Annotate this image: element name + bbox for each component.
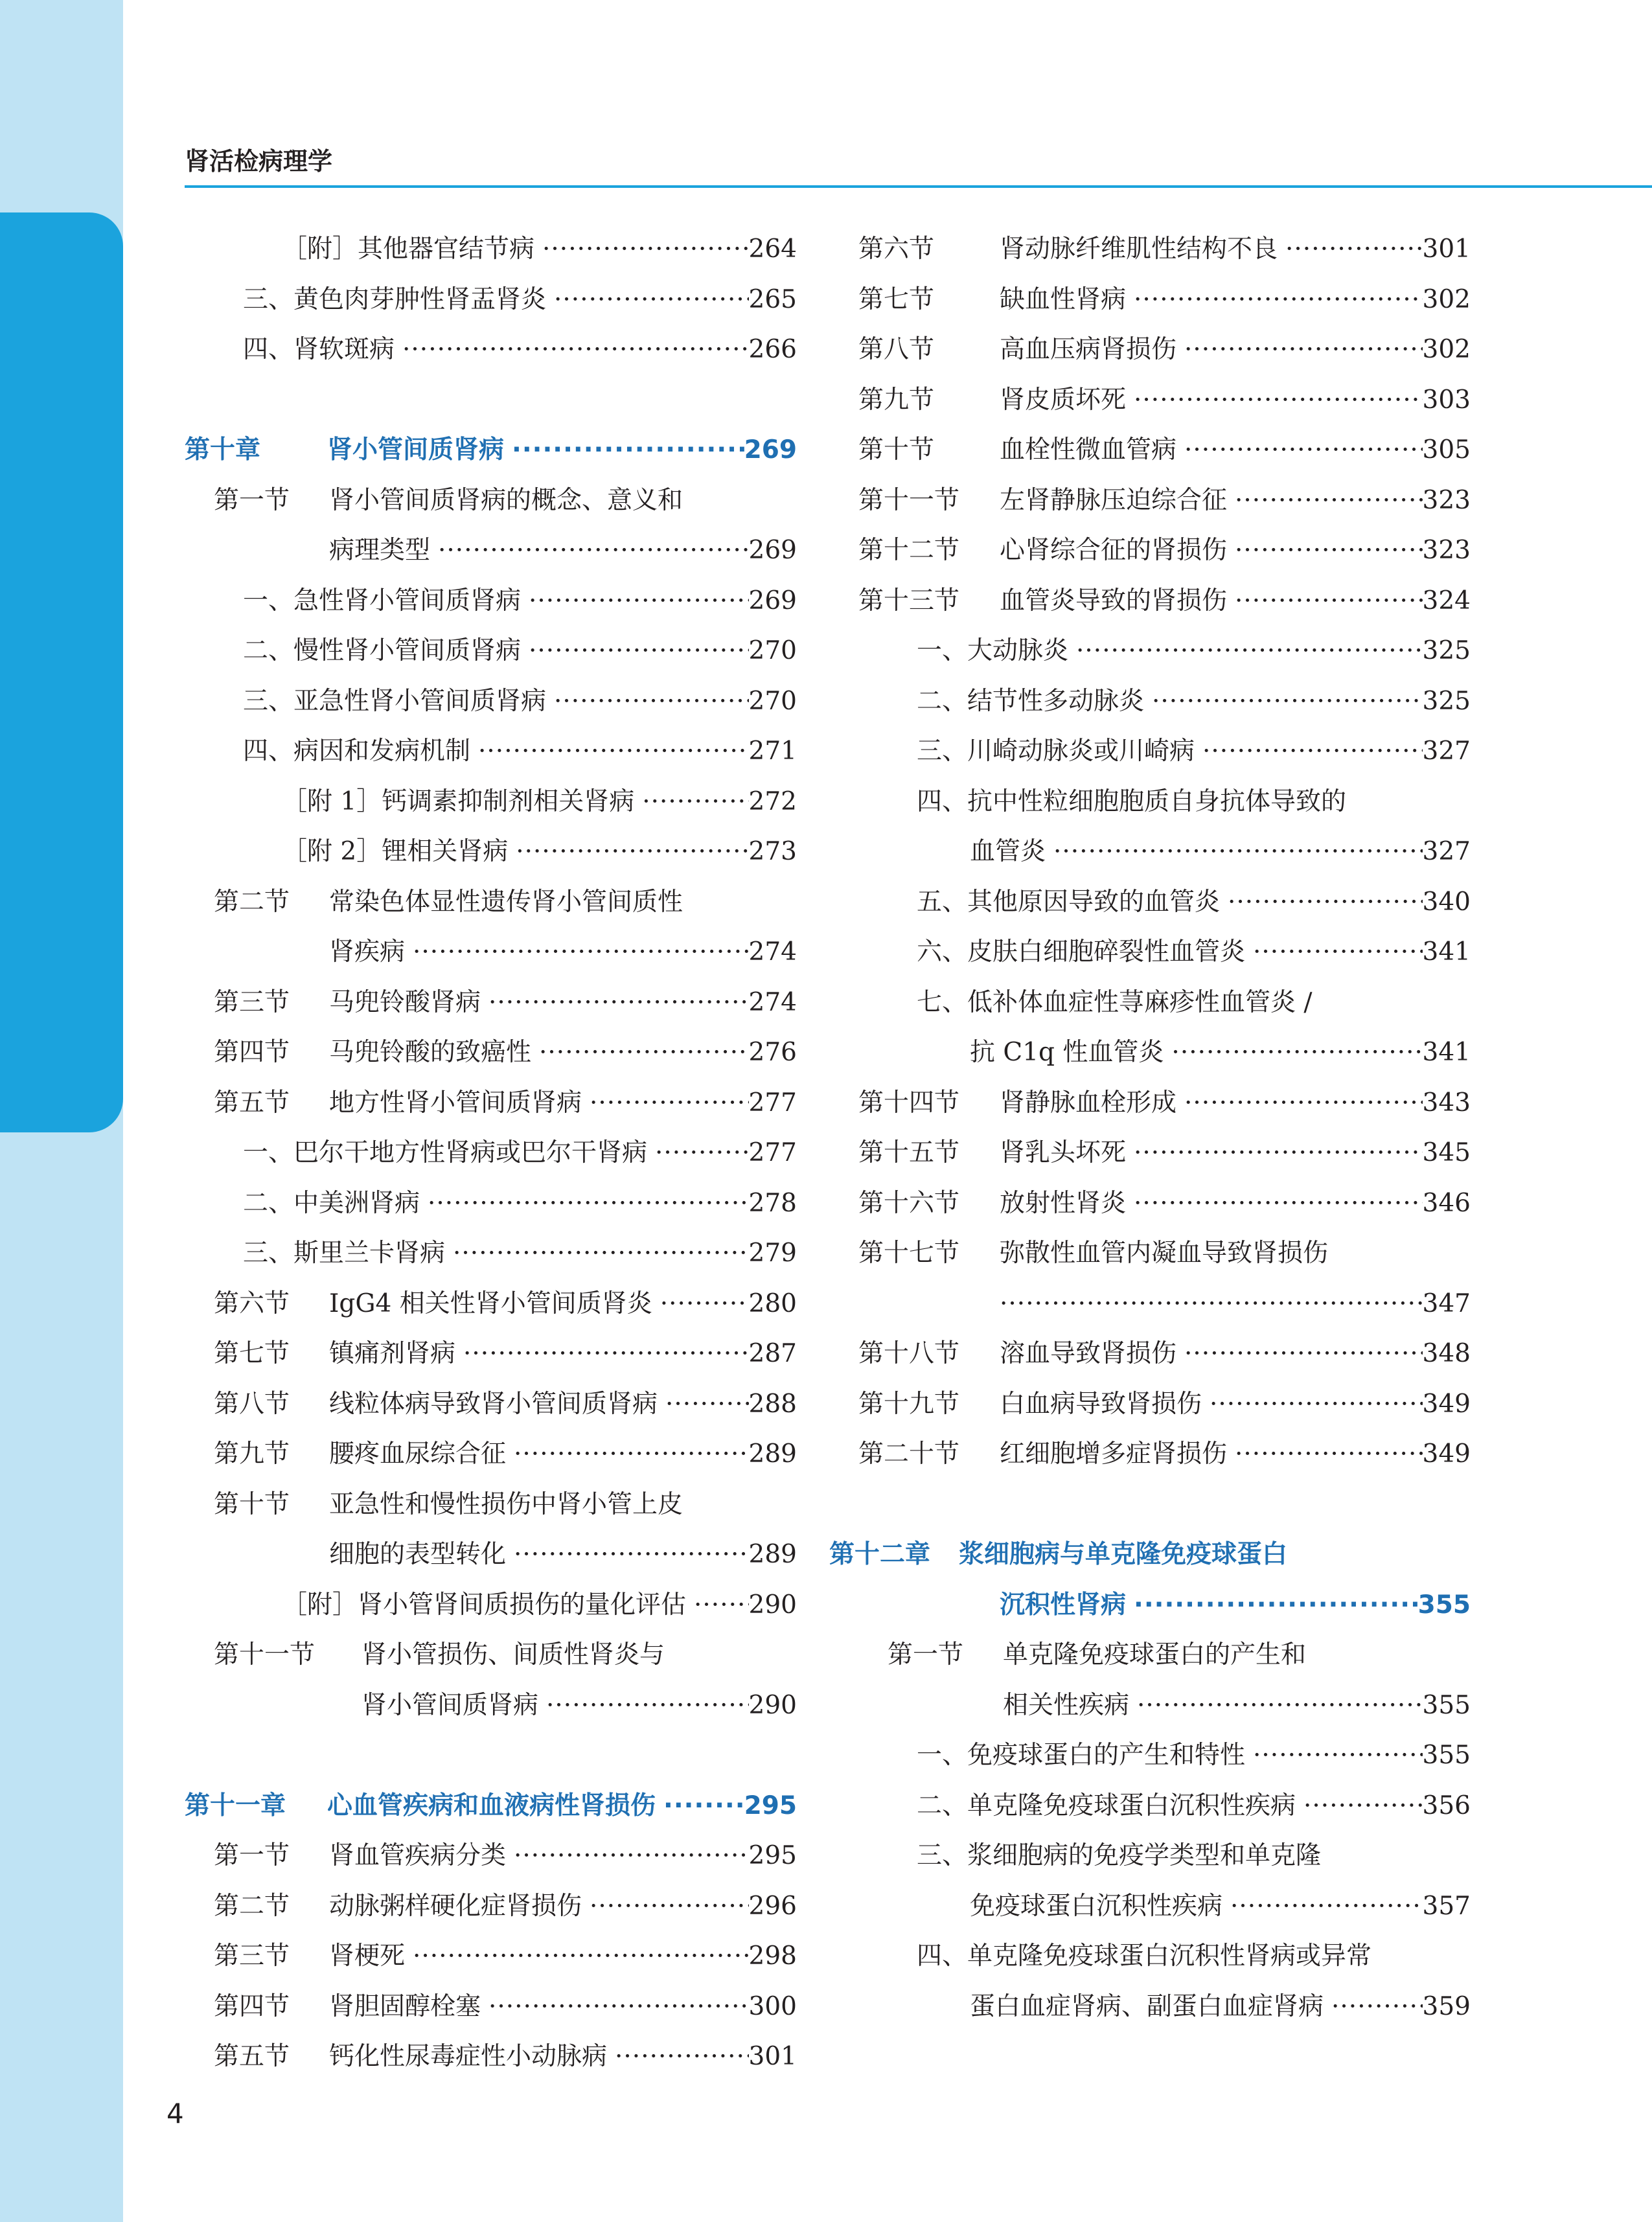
toc-section[interactable]: 第九节 腰疼血尿综合征 ····· 289: [185, 1429, 797, 1480]
toc-entry[interactable]: 一、免疫球蛋白的产生和特性 ····· 355: [858, 1730, 1471, 1781]
toc-entry-continued[interactable]: 蛋白血症肾病、副蛋白血症肾病 ····· 359: [858, 1982, 1471, 2032]
toc-entry[interactable]: 一、巴尔干地方性肾病或巴尔干肾病 ····· 277: [185, 1128, 797, 1178]
toc-section[interactable]: 第七节 镇痛剂肾病 ····· 287: [185, 1329, 797, 1379]
toc-column-left: [185, 224, 797, 2082]
toc-entry-continued[interactable]: 相关性疾病 ····· 355: [858, 1680, 1471, 1731]
toc-section[interactable]: 第八节 高血压病肾损伤 ····· 302: [858, 325, 1471, 375]
toc-section[interactable]: 第六节 肾动脉纤维肌性结构不良 ····· 301: [858, 224, 1471, 275]
toc-entry[interactable]: 五、其他原因导致的血管炎 ····· 340: [858, 877, 1471, 928]
toc-entry-continued[interactable]: 免疫球蛋白沉积性疾病 ····· 357: [858, 1881, 1471, 1932]
toc-section[interactable]: 第十一节 肾小管损伤、间质性肾炎与: [214, 1640, 665, 1669]
toc-entry[interactable]: ［附 2］锂相关肾病 ····· 273: [185, 827, 797, 877]
running-title: 肾活检病理学: [185, 147, 333, 176]
toc-section[interactable]: 第六节 IgG4 相关性肾小管间质肾炎 ····· 280: [185, 1279, 797, 1329]
toc-entry-continued[interactable]: ····· 347: [858, 1279, 1471, 1329]
toc-chapter[interactable]: 第十二章 浆细胞病与单克隆免疫球蛋白: [829, 1540, 1288, 1569]
toc-section[interactable]: 第一节 单克隆免疫球蛋白的产生和: [888, 1640, 1307, 1669]
toc-section[interactable]: 第十四节 肾静脉血栓形成 ····· 343: [858, 1078, 1471, 1128]
toc-section[interactable]: 第一节 肾血管疾病分类 ····· 295: [185, 1831, 797, 1881]
toc-section[interactable]: 第十七节 弥散性血管内凝血导致肾损伤: [858, 1239, 1329, 1268]
toc-entry[interactable]: 二、慢性肾小管间质肾病 ····· 270: [185, 626, 797, 676]
toc-entry[interactable]: 三、浆细胞病的免疫学类型和单克隆: [917, 1841, 1322, 1870]
toc-entry[interactable]: 四、抗中性粒细胞胞质自身抗体导致的: [917, 786, 1347, 816]
header-rule: [185, 185, 1652, 188]
toc-section[interactable]: 第十二节 心肾综合征的肾损伤 ····· 323: [858, 525, 1471, 576]
toc-section[interactable]: 第十节 亚急性和慢性损伤中肾小管上皮: [214, 1489, 683, 1519]
toc-entry[interactable]: ［附］其他器官结节病 ····· 264: [185, 224, 797, 275]
toc-entry[interactable]: 四、病因和发病机制 ····· 271: [185, 726, 797, 777]
toc-section[interactable]: 第五节 钙化性尿毒症性小动脉病 ····· 301: [185, 2032, 797, 2082]
toc-section[interactable]: 第一节 肾小管间质肾病的概念、意义和: [214, 485, 683, 515]
toc-chapter[interactable]: 第十一章 心血管疾病和血液病性肾损伤 ····· 295: [185, 1781, 797, 1831]
toc-entry[interactable]: 四、单克隆免疫球蛋白沉积性肾病或异常: [917, 1941, 1372, 1971]
toc-section[interactable]: 第二十节 红细胞增多症肾损伤 ····· 349: [858, 1429, 1471, 1480]
toc-column-right: [829, 224, 1471, 2032]
toc-entry[interactable]: 六、皮肤白细胞碎裂性血管炎 ····· 341: [858, 927, 1471, 978]
toc-entry[interactable]: 二、结节性多动脉炎 ····· 325: [858, 676, 1471, 727]
toc-entry[interactable]: 四、肾软斑病 ····· 266: [185, 325, 797, 375]
toc-entry-continued[interactable]: 病理类型 ····· 269: [185, 525, 797, 576]
toc-section[interactable]: 第十三节 血管炎导致的肾损伤 ····· 324: [858, 576, 1471, 626]
toc-entry-continued[interactable]: 抗 C1q 性血管炎 ····· 341: [858, 1027, 1471, 1078]
toc-section[interactable]: 第十节 血栓性微血管病 ····· 305: [858, 425, 1471, 475]
toc-entry[interactable]: 三、亚急性肾小管间质肾病 ····· 270: [185, 676, 797, 727]
toc-entry[interactable]: 二、中美洲肾病 ····· 278: [185, 1178, 797, 1229]
toc-entry-continued[interactable]: 细胞的表型转化 ····· 289: [185, 1529, 797, 1580]
toc-entry[interactable]: ［附 1］钙调素抑制剂相关肾病 ····· 272: [185, 777, 797, 827]
toc-chapter-continued[interactable]: 沉积性肾病 ····· 355: [858, 1580, 1471, 1631]
toc-entry[interactable]: 一、大动脉炎 ····· 325: [858, 626, 1471, 676]
toc-section[interactable]: 第十九节 白血病导致肾损伤 ····· 349: [858, 1379, 1471, 1430]
toc-chapter[interactable]: 第十章 肾小管间质肾病 ····· 269: [185, 425, 797, 475]
toc-section[interactable]: 第七节 缺血性肾病 ····· 302: [858, 275, 1471, 325]
toc-entry[interactable]: 三、斯里兰卡肾病 ····· 279: [185, 1228, 797, 1279]
toc-section[interactable]: 第二节 动脉粥样硬化症肾损伤 ····· 296: [185, 1881, 797, 1932]
toc-section[interactable]: 第十五节 肾乳头坏死 ····· 345: [858, 1128, 1471, 1178]
toc-entry-continued[interactable]: 肾疾病 ····· 274: [185, 927, 797, 978]
toc-entry[interactable]: ［附］肾小管肾间质损伤的量化评估 ····· 290: [185, 1580, 797, 1631]
side-tab: [0, 212, 123, 1132]
toc-section[interactable]: 第八节 线粒体病导致肾小管间质肾病 ····· 288: [185, 1379, 797, 1430]
toc-entry-continued[interactable]: 血管炎 ····· 327: [858, 827, 1471, 877]
toc-entry[interactable]: 二、单克隆免疫球蛋白沉积性疾病 ····· 356: [858, 1781, 1471, 1831]
toc-section[interactable]: 第三节 马兜铃酸肾病 ····· 274: [185, 978, 797, 1028]
toc-entry-continued[interactable]: 肾小管间质肾病 ····· 290: [185, 1680, 797, 1731]
toc-entry[interactable]: 七、低补体血症性荨麻疹性血管炎 /: [917, 987, 1313, 1017]
page-number: 4: [166, 2098, 184, 2129]
toc-section[interactable]: 第二节 常染色体显性遗传肾小管间质性: [214, 887, 683, 917]
toc-section[interactable]: 第五节 地方性肾小管间质肾病 ····· 277: [185, 1078, 797, 1128]
toc-entry[interactable]: 一、急性肾小管间质肾病 ····· 269: [185, 576, 797, 626]
toc-section[interactable]: 第九节 肾皮质坏死 ····· 303: [858, 375, 1471, 426]
toc-section[interactable]: 第三节 肾梗死 ····· 298: [185, 1931, 797, 1982]
toc-section[interactable]: 第四节 肾胆固醇栓塞 ····· 300: [185, 1982, 797, 2032]
toc-entry[interactable]: 三、川崎动脉炎或川崎病 ····· 327: [858, 726, 1471, 777]
toc-entry[interactable]: 三、黄色肉芽肿性肾盂肾炎 ····· 265: [185, 275, 797, 325]
toc-section[interactable]: 第十六节 放射性肾炎 ····· 346: [858, 1178, 1471, 1229]
toc-section[interactable]: 第四节 马兜铃酸的致癌性 ····· 276: [185, 1027, 797, 1078]
toc-section[interactable]: 第十一节 左肾静脉压迫综合征 ····· 323: [858, 475, 1471, 526]
toc-section[interactable]: 第十八节 溶血导致肾损伤 ····· 348: [858, 1329, 1471, 1379]
